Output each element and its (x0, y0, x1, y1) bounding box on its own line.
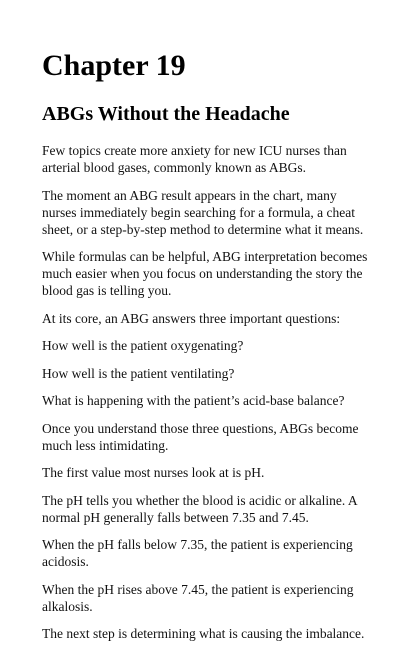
paragraph: When the pH falls below 7.35, the patient is experiencing acidosis. (42, 537, 353, 569)
paragraph: While formulas can be helpful, ABG interpretation becomes much easier when you focus on understanding the story the blood gas is telling you. (42, 249, 368, 298)
paragraph: The first value most nurses look at is pH. (42, 465, 265, 480)
paragraph: Few topics create more anxiety for new ICU nurses than arterial blood gases, commonly known as ABGs. (42, 143, 347, 175)
question-acid-base: What is happening with the patient’s acid-base balance? (42, 393, 345, 408)
section-title: ABGs Without the Headache (42, 103, 290, 125)
question-ventilation: How well is the patient ventilating? (42, 365, 235, 381)
document-page (42, 48, 374, 653)
paragraph: The moment an ABG result appears in the chart, many nurses immediately begin searching for a formula, a cheat sheet, or a step-by-step method to determine what it means. (42, 187, 364, 237)
paragraph: The next step is determining what is causing the imbalance. (42, 626, 365, 641)
paragraph: The pH tells you whether the blood is acidic or alkaline. A normal pH generally falls between 7.35 and 7.45. (42, 492, 357, 525)
paragraph: At its core, an ABG answers three important questions: (42, 310, 341, 326)
paragraph: When the pH rises above 7.45, the patient is experiencing alkalosis. (42, 581, 354, 614)
chapter-title: Chapter 19 (42, 49, 186, 82)
paragraph: Once you understand those three questions, ABGs become much less intimidating. (42, 420, 359, 453)
question-oxygenation: How well is the patient oxygenating? (42, 338, 244, 353)
